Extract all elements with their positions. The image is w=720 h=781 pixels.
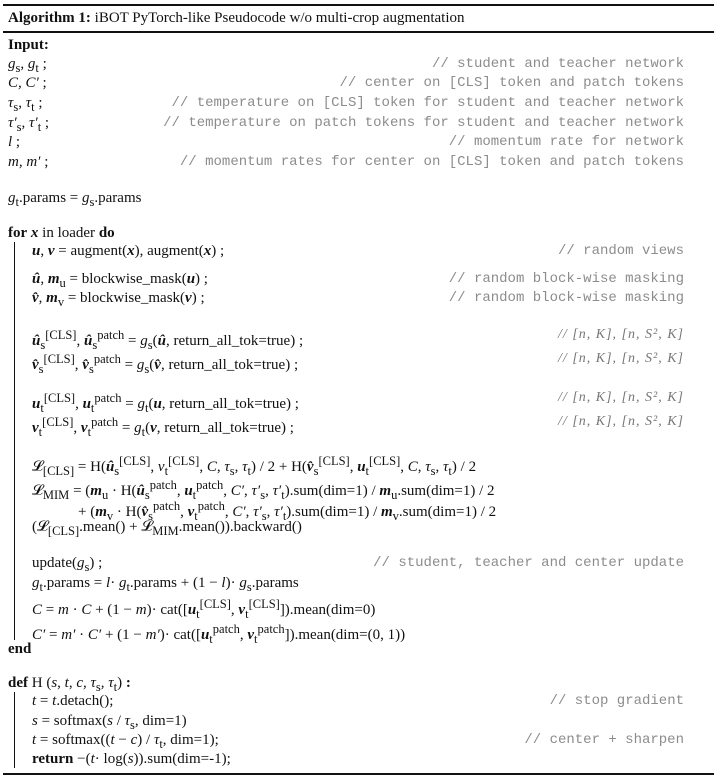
loop-line-1: u, v = augment(x), augment(x) ; [32,243,225,259]
input-comment-1: // student and teacher network [431,56,684,72]
def-line-3: t = softmax((t − $c) / \tau_t$, dim=1); [32,732,219,751]
top-rule [3,4,714,6]
loop-line-8: 𝓛$_{[CLS]}$ = $H(û_s[CLS]$, $v_t[CLS]$, C, $\tau_s$, $\tau_t) / 2$ + $H(v̂_s[CLS]$, $u_t[CLS]$, C, $\tau_s$, $\tau_t) / 2$ [32,454,477,478]
loop-line-14: $C = m \cdot C + (1 - m)\cdot cat([u_t[CLS]$, $v_t[CLS]]).mean(dim=0)$ [32,597,376,621]
title-rule [3,31,714,33]
loop-gutter [14,242,15,640]
algorithm-title-text: iBOT PyTorch-like Pseudocode w/o multi-crop augmentation [94,10,465,26]
def-line-1: t = t.detach(); [32,693,114,709]
input-code-6: m, m′ ; [8,154,49,170]
def-comment-1: // stop gradient [549,693,684,709]
loop-comment-12: // student, teacher and center update [373,555,684,571]
def-gutter [14,692,15,768]
input-code-1: $g_s$, $g_t$ ; [8,56,47,75]
loop-comment-4: // [n, K], [n, S², K] [558,327,684,342]
loop-comment-6: // [n, K], [n, S², K] [558,390,684,405]
loop-line-2: û, $m_u$ = blockwise_mask(u) ; [32,271,208,290]
loop-end: end [8,641,32,657]
def-header: def H (s, t, c, $\tau_s$, $\tau_t$) : [8,675,131,694]
input-code-5: l ; [8,134,21,150]
loop-line-7: $v_t[CLS]$, $v_t^{patch} = g_t(v$, return_all_tok=true) ; [32,415,294,439]
input-code-4: $\tau'_s$, $\tau'_t$ ; [8,115,50,134]
def-line-4: return −(t· log(s)).sum(dim=-1); [32,751,231,767]
algorithm-title [8,10,465,27]
loop-line-4: $û_s[CLS]$, $û_s^{patch}$ = $g_s(û$, return_all_tok=true) ; [32,328,304,352]
loop-comment-2: // random block-wise masking [448,271,684,287]
def-comment-3: // center + sharpen [524,732,684,748]
input-comment-3: // temperature on [CLS] token for student and teacher network [171,95,684,111]
loop-comment-3: // random block-wise masking [448,290,684,306]
bottom-rule [3,773,714,775]
input-code-3: $\tau_s$, $\tau_t$ ; [8,95,43,114]
loop-header: for x in loader do [8,225,115,241]
input-comment-2: // center on [CLS] token and patch tokens [339,75,684,91]
input-label: Input: [8,37,49,53]
loop-line-3: v̂, $m_v$ = blockwise_mask(v) ; [32,290,205,309]
input-code-2: C, C′ ; [8,75,47,91]
loop-line-5: $v̂_s[CLS]$, $v̂_s^{patch}$ = $g_s(v̂$, return_all_tok=true) ; [32,352,299,376]
loop-line-10: + ($m_v$ · $H(v̂_s^{patch}$, $v_t^{patch}$, C′, $\tau'_s$, $\tau'_t).sum(dim=1) / m_v.sum(dim=1) / 2$ [78,499,497,523]
init-line: $g_t.params$ = $g_s.params$ [8,190,142,209]
loop-line-11: (𝓛$_{[CLS]}$.mean() + 𝓛$_{MIM}$.mean()).backward() [32,519,302,538]
def-line-2: s = softmax(s / $\tau_s$, dim=1) [32,713,187,732]
loop-comment-7: // [n, K], [n, S², K] [558,414,684,429]
loop-line-12: $update(g_s)$ ; [32,555,103,574]
input-comment-5: // momentum rate for network [448,134,684,150]
algorithm-number: Algorithm 1: [8,10,91,26]
loop-line-6: $u_t[CLS]$, $u_t^{patch} = g_t(u$, return_all_tok=true) ; [32,391,299,415]
loop-comment-1: // random views [557,243,684,259]
loop-line-13: $g_t.params = l\cdot$ $g_t.params + (1 - l)\cdot$ $g_s.params$ [32,575,299,594]
loop-comment-5: // [n, K], [n, S², K] [558,351,684,366]
loop-line-9: 𝓛$_{MIM}$ = ($m_u$ · $H(û_s^{patch}$, $u_t^{patch}$, C′, $\tau'_s$, $\tau'_t).sum(dim=1) / m_u.sum(dim=1) / 2$ [32,478,495,502]
loop-line-15: $C' = m' \cdot C' + (1 - m')\cdot cat([u_t^{patch}$, $v_t^{patch}]).mean(dim=(0$, 1)) [32,622,406,646]
input-comment-6: // momentum rates for center on [CLS] token and patch tokens [179,154,684,170]
input-comment-4: // temperature on patch tokens for student and teacher network [163,115,684,131]
